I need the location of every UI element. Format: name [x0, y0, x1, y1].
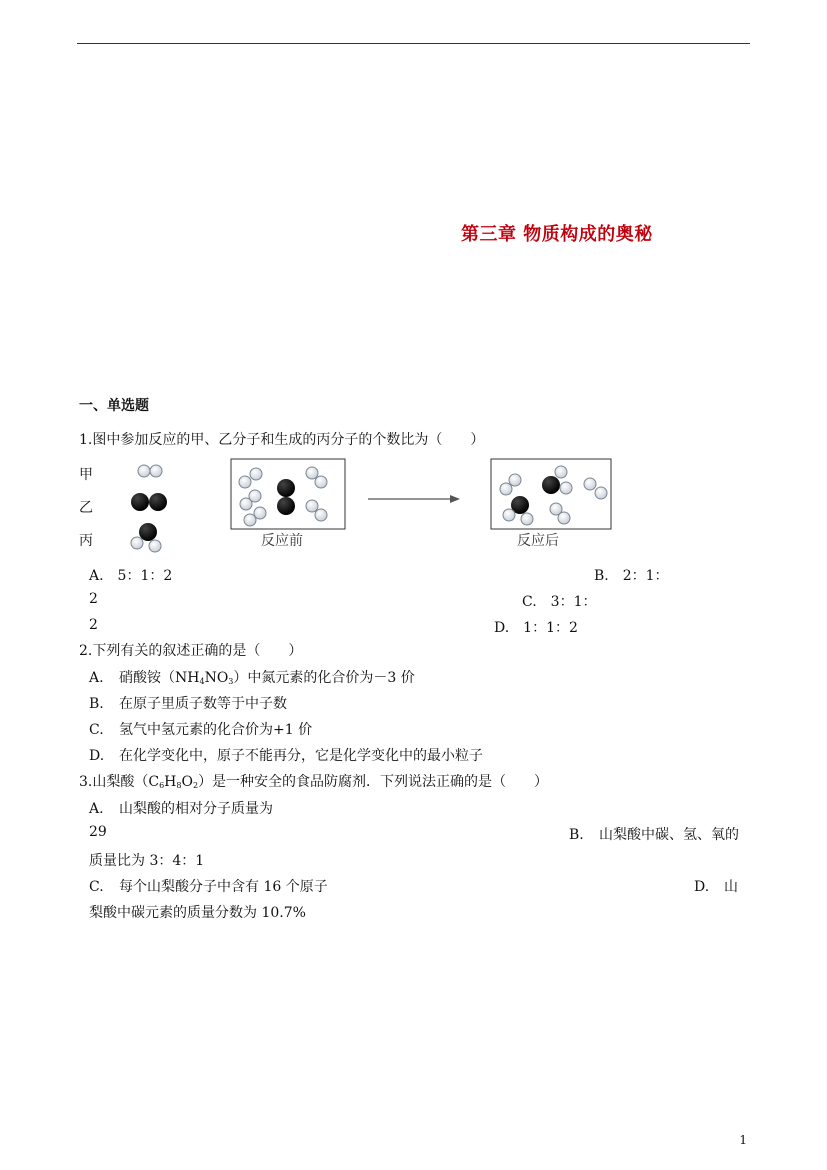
- molecule-bing-icon: [131, 523, 161, 552]
- q3-option-b-letter: B.: [569, 827, 584, 843]
- q3-option-c: [89, 876, 328, 896]
- q2-option-a-sub2: 3: [228, 677, 234, 686]
- legend-label-bing: 丙: [79, 533, 93, 549]
- q3-option-b: [569, 824, 739, 844]
- reaction-arrow-icon: [368, 495, 460, 503]
- q3-option-b-text: 山梨酸中碳、氢、氧的: [599, 827, 739, 843]
- q1-option-c-end: 2: [89, 617, 98, 633]
- q2-option-c-text: 氢气中氢元素的化合价为+1 价: [119, 722, 313, 738]
- q2-option-a-text-pre: 硝酸铵（NH: [119, 670, 200, 686]
- q3-option-d: [694, 876, 738, 896]
- q3-stem-mid1: H: [164, 774, 177, 790]
- q3-stem-pre: 3.山梨酸（C: [79, 774, 160, 790]
- q2-option-a-letter: A.: [89, 670, 104, 686]
- q3-stem-post: ）是一种安全的食品防腐剂．下列说法正确的是（ ）: [198, 774, 549, 790]
- q3-option-d-letter: D.: [694, 879, 710, 895]
- q2-option-a-text-post: ）中氮元素的化合价为－3 价: [233, 670, 415, 686]
- q2-option-a-sub1: 4: [199, 677, 205, 686]
- molecule-jia-icon: [138, 465, 162, 477]
- q3-option-d-end: 梨酸中碳元素的质量分数为 10.7%: [89, 905, 306, 921]
- q3-stem-sub1: 6: [159, 781, 165, 790]
- header-rule: [77, 43, 750, 44]
- q1-option-a: A. 5：1：2: [89, 568, 173, 584]
- after-label: 反应后: [517, 533, 559, 549]
- q3-option-a-text: 山梨酸的相对分子质量为: [119, 801, 273, 817]
- before-label: 反应前: [261, 533, 303, 549]
- q2-option-a-text-mid: NO: [204, 670, 229, 686]
- question-2-stem: 2.下列有关的叙述正确的是（ ）: [79, 643, 303, 659]
- q3-option-c-text: 每个山梨酸分子中含有 16 个原子: [119, 879, 328, 895]
- q2-option-b: [89, 693, 287, 713]
- q3-stem-mid2: O: [181, 774, 193, 790]
- q2-option-b-text: 在原子里质子数等于中子数: [119, 696, 287, 712]
- q1-option-b: B. 2：1：: [594, 568, 669, 584]
- page-number: 1: [739, 1133, 747, 1147]
- question-1-stem: 1.图中参加反应的甲、乙分子和生成的丙分子的个数比为（ ）: [79, 432, 485, 448]
- q2-option-d: [89, 745, 483, 765]
- q3-option-c-letter: C.: [89, 879, 104, 895]
- q3-option-b-end: 质量比为 3：4：1: [89, 853, 205, 869]
- q1-option-b-end: 2: [89, 591, 98, 607]
- q1-option-d: D. 1：1：2: [494, 620, 578, 636]
- q1-option-c: C. 3：1：: [522, 594, 597, 610]
- q2-option-c: [89, 719, 312, 739]
- q2-option-d-text: 在化学变化中，原子不能再分，它是化学变化中的最小粒子: [119, 748, 483, 764]
- q3-option-a-end: 29: [89, 824, 107, 840]
- reaction-figure: [76, 455, 636, 555]
- legend-label-jia: 甲: [79, 467, 93, 483]
- q3-option-a: [89, 798, 273, 818]
- legend-label-yi: 乙: [79, 500, 93, 516]
- molecule-yi-icon: [131, 493, 167, 511]
- q2-option-d-letter: D.: [89, 748, 105, 764]
- q2-option-b-letter: B.: [89, 696, 104, 712]
- q2-option-c-letter: C.: [89, 722, 104, 738]
- section-title: 一、单选题: [79, 398, 149, 414]
- question-3-stem: [79, 771, 548, 791]
- chapter-title: 第三章 物质构成的奥秘: [461, 224, 653, 245]
- q3-stem-sub2: 8: [176, 781, 182, 790]
- q3-stem-sub3: 2: [192, 781, 199, 790]
- q3-option-d-text: 山: [724, 879, 738, 895]
- q3-option-a-letter: A.: [89, 801, 104, 817]
- q2-option-a: [89, 667, 415, 687]
